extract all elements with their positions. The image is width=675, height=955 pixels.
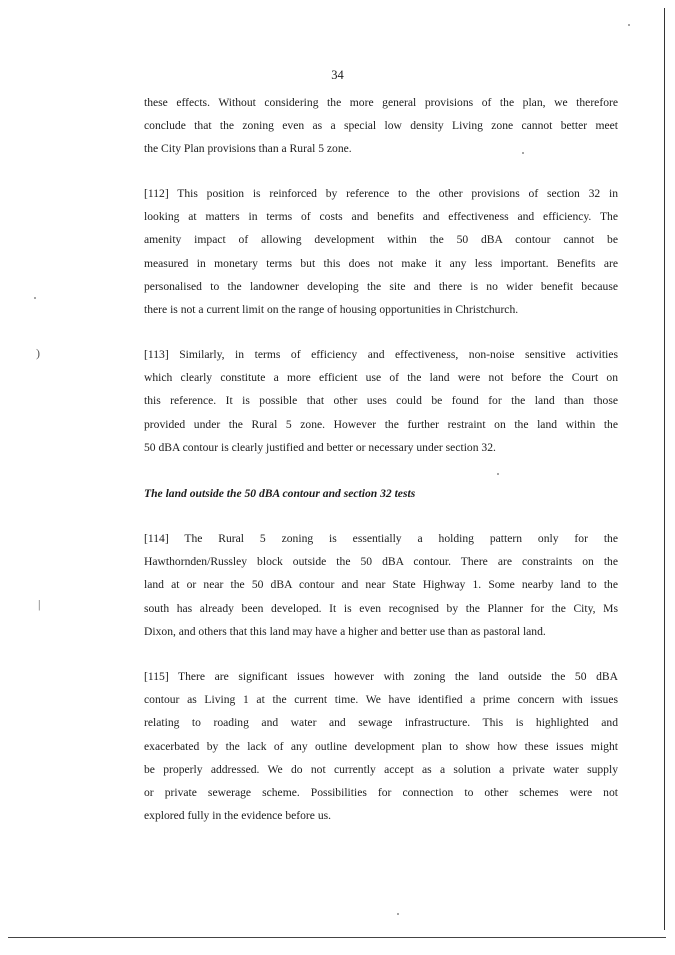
paragraph-line: relating to roading and water and sewage infrastructure. This is highlighted and <box>144 716 618 730</box>
paragraph-line: conclude that the zoning even as a special low density Living zone cannot better meet <box>144 119 618 133</box>
paragraph-line: measured in monetary terms but this does not make it any less important. Benefits are <box>144 256 618 270</box>
paragraph-115 <box>144 665 618 827</box>
scan-speck <box>497 473 499 475</box>
section-heading: The land outside the 50 dBA contour and section 32 tests <box>144 487 416 500</box>
paragraph-line: Hawthornden/Russley block outside the 50 dBA contour. There are constraints on the <box>144 555 618 569</box>
paragraph-line: amenity impact of allowing development within the 50 dBA contour cannot be <box>144 233 618 247</box>
paragraph-line: looking at matters in terms of costs and benefits and effectiveness and efficiency. The <box>144 210 618 224</box>
paragraph-line: [113] Similarly, in terms of efficiency and effectiveness, non-noise sensitive activities <box>144 348 618 361</box>
paragraph-113 <box>144 343 618 459</box>
paragraph-intro <box>144 91 618 161</box>
paragraph-line: south has already been developed. It is even recognised by the Planner for the City, Ms <box>144 601 618 615</box>
paragraph-line: contour as Living 1 at the current time. We have identified a prime concern with issues <box>144 693 618 707</box>
paragraph-line: land at or near the 50 dBA contour and near State Highway 1. Some nearby land to the <box>144 578 618 592</box>
page-number: 34 <box>331 68 344 82</box>
paragraph-line: this reference. It is possible that other uses could be found for the land than those <box>144 394 618 408</box>
paragraph-114 <box>144 527 618 643</box>
scan-speck <box>397 913 399 915</box>
paragraph-line: [115] There are significant issues however with zoning the land outside the 50 dBA <box>144 670 618 683</box>
margin-mark: | <box>38 597 41 611</box>
scan-right-edge <box>664 8 665 930</box>
paragraph-line: which clearly constitute a more efficient use of the land were not before the Court on <box>144 371 618 385</box>
paragraph-line: be properly addressed. We do not currently accept as a solution a private water supply <box>144 762 618 776</box>
margin-mark: ) <box>36 346 40 360</box>
scan-speck <box>34 297 36 299</box>
paragraph-line: there is not a current limit on the range of housing opportunities in Christchurch. <box>144 303 519 317</box>
paragraph-line: Dixon, and others that this land may have a higher and better use than as pastoral land. <box>144 624 546 638</box>
paragraph-line: personalised to the landowner developing the site and there is no wider benefit because <box>144 279 618 293</box>
paragraph-line: [112] This position is reinforced by reference to the other provisions of section 32 in <box>144 187 618 200</box>
paragraph-line: provided under the Rural 5 zone. However the further restraint on the land within the <box>144 417 618 431</box>
paragraph-line: [114] The Rural 5 zoning is essentially a holding pattern only for the <box>144 532 618 545</box>
paragraph-line: or private sewerage scheme. Possibilities for connection to other schemes were not <box>144 786 618 800</box>
scan-speck <box>628 24 630 26</box>
paragraph-line: exacerbated by the lack of any outline development plan to show how these issues might <box>144 739 618 753</box>
paragraph-line: explored fully in the evidence before us. <box>144 809 332 823</box>
paragraph-112 <box>144 182 618 321</box>
paragraph-line: the City Plan provisions than a Rural 5 zone. <box>144 142 352 156</box>
paragraph-line: these effects. Without considering the more general provisions of the plan, we therefore <box>144 96 618 109</box>
paragraph-line: 50 dBA contour is clearly justified and better or necessary under section 32. <box>144 440 496 454</box>
scan-bottom-edge <box>8 937 666 938</box>
